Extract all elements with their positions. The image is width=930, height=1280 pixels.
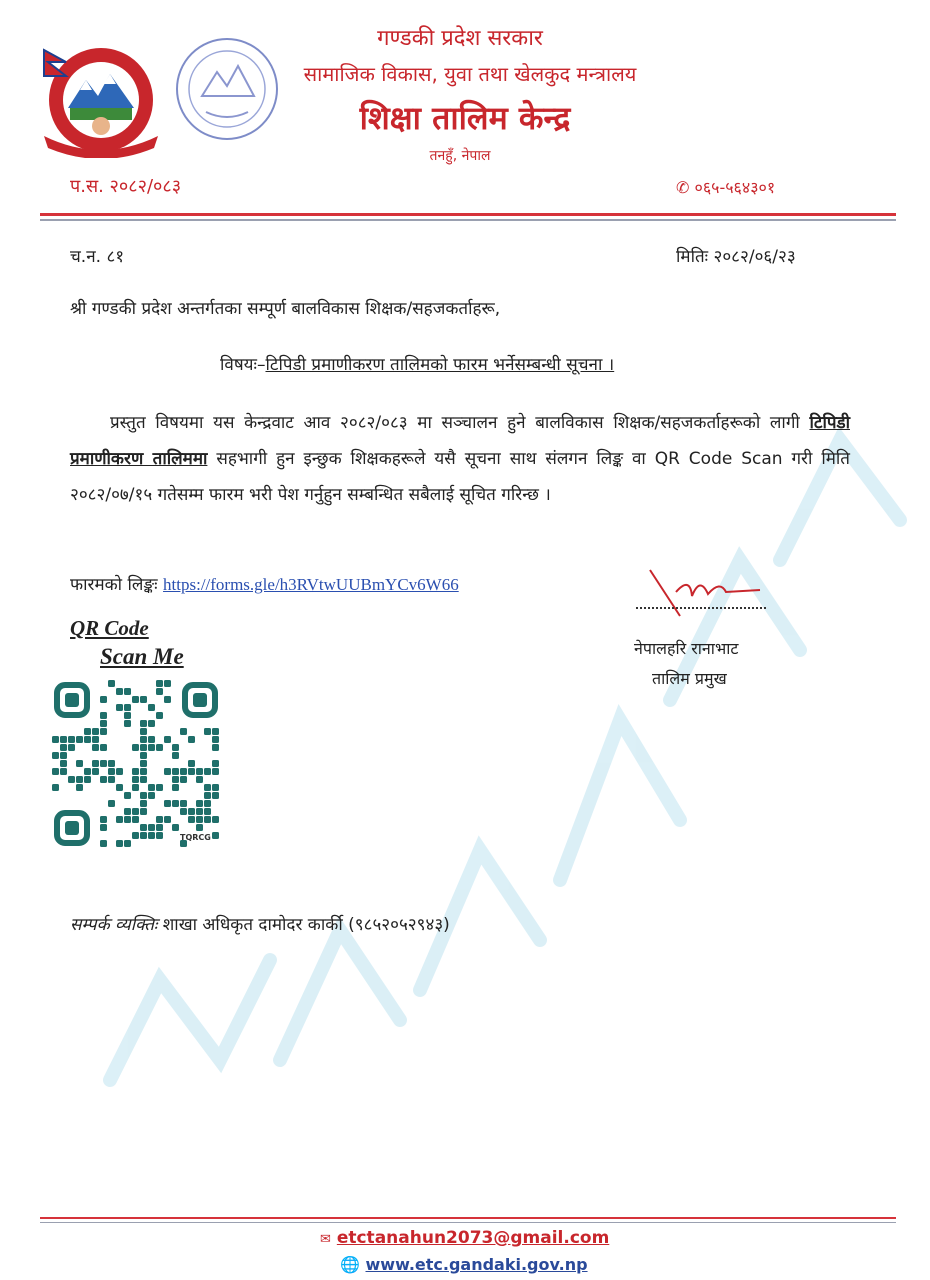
header-rule-top	[40, 213, 896, 216]
footer-website[interactable]: www.etc.gandaki.gov.np	[365, 1255, 588, 1274]
contact-details: शाखा अधिकृत दामोदर कार्की (९८५२०५२९४३)	[162, 915, 450, 935]
contact-label: सम्पर्क व्यक्तिः	[70, 915, 158, 935]
government-name: गण्डकी प्रदेश सरकार	[377, 26, 543, 51]
qr-title: QR Code	[70, 616, 149, 640]
body-part-2: सहभागी हुन इन्छुक शिक्षकहरूले यसै सूचना साथ संलगन लिङ्क वा QR Code Scan गरी मिति २०८२/०७/१५ गतेसम्म फारम भरी पेश गर्नुहुन सम्बन्धित सबैलाई सूचित गरिन्छ ।	[70, 449, 850, 505]
envelope-icon: ✉	[320, 1232, 331, 1247]
nepal-emblem-icon	[36, 40, 166, 158]
form-link[interactable]: https://forms.gle/h3RVtwUUBmYCv6W66	[163, 575, 459, 594]
notice-body	[70, 405, 850, 513]
body-highlight: टिपिडी प्रमाणीकरण तालिममा	[70, 413, 850, 469]
footer-email[interactable]: etctanahun2073@gmail.com	[336, 1228, 610, 1248]
letter-date: मितिः २०८२/०६/२३	[676, 247, 796, 267]
footer-rule-bottom	[40, 1222, 896, 1223]
subject-label: विषयः–	[220, 355, 266, 375]
globe-icon: 🌐	[340, 1255, 360, 1274]
qr-scan-label: Scan Me	[100, 644, 184, 669]
ministry-name: सामाजिक विकास, युवा तथा खेलकुद मन्त्रालय	[303, 62, 637, 86]
subject-line	[220, 352, 614, 375]
office-location: तनहुँ, नेपाल	[429, 148, 491, 164]
subject-text: टिपिडी प्रमाणीकरण तालिमको फारम भर्नेसम्बन्धी सूचना ।	[265, 355, 615, 375]
form-link-row	[70, 572, 459, 595]
qr-brand: TQRCG	[180, 833, 211, 842]
footer-web-row	[340, 1255, 588, 1274]
phone-icon: ✆	[676, 178, 690, 197]
footer-email-row	[320, 1228, 609, 1248]
signatory-name: नेपालहरि रानाभाट	[634, 639, 739, 658]
contact-person	[70, 912, 450, 935]
office-name: शिक्षा तालिम केन्द्र	[359, 99, 571, 137]
signatory-title: तालिम प्रमुख	[652, 669, 727, 688]
phone-number: ०६५-५६४३०१	[694, 178, 776, 197]
phone-block	[676, 176, 775, 198]
footer-rule-top	[40, 1217, 896, 1219]
header-rule-bottom	[40, 219, 896, 221]
signature-icon	[640, 566, 770, 626]
qr-code-icon[interactable]	[52, 680, 220, 848]
reference-number: च.न. ८१	[70, 247, 125, 267]
form-link-label: फारमको लिङ्कः	[70, 575, 158, 595]
fiscal-year: प.स. २०८२/०८३	[70, 176, 182, 197]
signature-line	[636, 607, 766, 609]
body-part-1: प्रस्तुत विषयमा यस केन्द्रवाट आव २०८२/०८३ मा सञ्चालन हुने बालविकास शिक्षक/सहजकर्ताहरूको लागी	[110, 413, 810, 433]
addressee: श्री गण्डकी प्रदेश अन्तर्गतका सम्पूर्ण बालविकास शिक्षक/सहजकर्ताहरू,	[70, 299, 501, 319]
